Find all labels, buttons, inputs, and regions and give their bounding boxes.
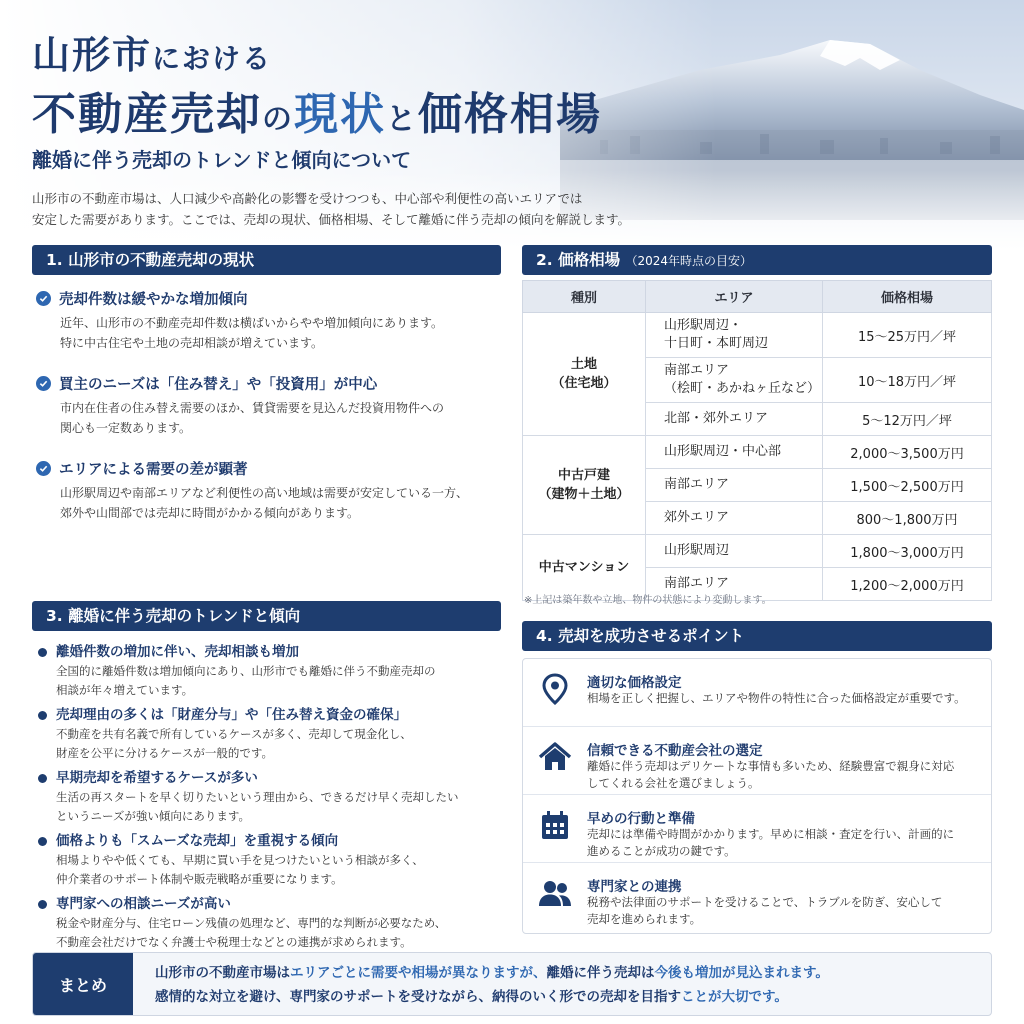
list-item: 価格よりも「スムーズな売却」を重視する傾向 相場よりやや低くても、早期に買い手を見つけたいという相談が多く、 仲介業者のサポート体制や販売戦略が重要になります。 (38, 831, 498, 889)
page-subtitle: 離婚に伴う売却のトレンドと傾向について (32, 148, 412, 172)
column-header: 価格相場 (823, 281, 992, 313)
list-item: 買主のニーズは「住み替え」や「投資用」が中心 市内在住者の住み替え需要のほか、賃貸需要を見込んだ投資用物件への 関心も一定数あります。 (36, 373, 496, 438)
area-cell: 南部エリア (646, 469, 823, 502)
price-cell: 15～25万円／坪 (823, 313, 992, 358)
check-icon (36, 376, 51, 391)
type-cell: 土地 （住宅地） (523, 313, 646, 436)
page-title-line2: 不動産売却の現状と価格相場 (32, 89, 602, 140)
section3-list (38, 642, 498, 957)
price-cell: 1,500～2,500万円 (823, 469, 992, 502)
price-cell: 800～1,800万円 (823, 502, 992, 535)
column-header: 種別 (523, 281, 646, 313)
point-item: 適切な価格設定 相場を正しく把握し、エリアや物件の特性に合った価格設定が重要です。 (523, 659, 991, 727)
summary-label: まとめ (33, 953, 133, 1015)
type-cell: 中古マンション (523, 535, 646, 601)
bullet-icon (38, 711, 47, 720)
bullet-icon (38, 774, 47, 783)
column-header: エリア (646, 281, 823, 313)
section1-heading: 1. 山形市の不動産売却の現状 (32, 245, 501, 275)
point-item: 早めの行動と準備 売却には準備や時間がかかります。早めに相談・査定を行い、計画的に 進めることが成功の鍵です。 (523, 795, 991, 863)
item-title: 専門家への相談ニーズが高い (56, 896, 231, 912)
item-title: 離婚件数の増加に伴い、売却相談も増加 (56, 644, 299, 660)
area-cell: 南部エリア (646, 568, 823, 601)
area-cell: 山形駅周辺 (646, 535, 823, 568)
area-cell: 山形駅周辺・ 十日町・本町周辺 (646, 313, 823, 358)
bullet-icon (38, 837, 47, 846)
item-title: 価格よりも「スムーズな売却」を重視する傾向 (56, 833, 339, 849)
item-title: 売却理由の多くは「財産分与」や「住み替え資金の確保」 (56, 707, 407, 723)
summary-text: 山形市の不動産市場はエリアごとに需要や相場が異なりますが、離婚に伴う売却は今後も増加が見込まれます。 感情的な対立を避け、専門家のサポートを受けながら、納得のいく形での売却を目指すことが大切です。 (155, 965, 829, 1005)
bullet-icon (38, 648, 47, 657)
item-title: 買主のニーズは「住み替え」や「投資用」が中心 (59, 377, 378, 393)
list-item: 売却理由の多くは「財産分与」や「住み替え資金の確保」 不動産を共有名義で所有しているケースが多く、売却して現金化し、 財産を公平に分けるケースが一般的です。 (38, 705, 498, 763)
area-cell: 北部・郊外エリア (646, 403, 823, 436)
section2-heading: 2. 価格相場 （2024年時点の目安） (522, 245, 992, 275)
type-cell: 中古戸建 （建物＋土地） (523, 436, 646, 535)
price-cell: 5～12万円／坪 (823, 403, 992, 436)
price-cell: 10～18万円／坪 (823, 358, 992, 403)
section4-heading: 4. 売却を成功させるポイント (522, 621, 992, 651)
point-item: 専門家との連携 税務や法律面のサポートを受けることで、トラブルを防ぎ、安心して 売却を進められます。 (523, 863, 991, 931)
table-row (523, 313, 992, 358)
point-item: 信頼できる不動産会社の選定 離婚に伴う売却はデリケートな事情も多いため、経験豊富で親身に対応 してくれる会社を選びましょう。 (523, 727, 991, 795)
price-cell: 1,800～3,000万円 (823, 535, 992, 568)
bullet-icon (38, 900, 47, 909)
price-table (522, 280, 992, 601)
check-icon (36, 461, 51, 476)
list-item: エリアによる需要の差が顕著 山形駅周辺や南部エリアなど利便性の高い地域は需要が安定している一方、 郊外や山間部では売却に時間がかかる傾向があります。 (36, 458, 496, 523)
summary-box (32, 952, 992, 1016)
section3-heading: 3. 離婚に伴う売却のトレンドと傾向 (32, 601, 501, 631)
list-item: 専門家への相談ニーズが高い 税金や財産分与、住宅ローン残債の処理など、専門的な判断が必要なため、 不動産会社だけでなく弁護士や税理士などとの連携が求められます。 (38, 894, 498, 952)
section1-list (36, 288, 496, 543)
house-icon (537, 739, 573, 775)
area-cell: 南部エリア （桧町・あかねヶ丘など） (646, 358, 823, 403)
list-item: 離婚件数の増加に伴い、売却相談も増加 全国的に離婚件数は増加傾向にあり、山形市でも離婚に伴う不動産売却の 相談が年々増えています。 (38, 642, 498, 700)
page-title-line1: 山形市における (32, 32, 273, 77)
section4-points (522, 658, 992, 934)
location-pin-icon (537, 671, 573, 707)
people-icon (537, 875, 573, 911)
item-title: エリアによる需要の差が顕著 (59, 462, 248, 478)
list-item: 売却件数は緩やかな増加傾向 近年、山形市の不動産売却件数は横ばいからやや増加傾向にあります。 特に中古住宅や土地の売却相談が増えています。 (36, 288, 496, 353)
calendar-icon (537, 807, 573, 843)
item-title: 早期売却を希望するケースが多い (56, 770, 258, 786)
check-icon (36, 291, 51, 306)
list-item: 早期売却を希望するケースが多い 生活の再スタートを早く切りたいという理由から、できるだけ早く売却したい というニーズが強い傾向にあります。 (38, 768, 498, 826)
table-header-row (523, 281, 992, 313)
table-row (523, 535, 992, 568)
price-cell: 2,000～3,500万円 (823, 436, 992, 469)
item-title: 売却件数は緩やかな増加傾向 (59, 292, 248, 308)
area-cell: 郊外エリア (646, 502, 823, 535)
table-row (523, 436, 992, 469)
table-footnote: ※上記は築年数や立地、物件の状態により変動します。 (524, 595, 772, 606)
area-cell: 山形駅周辺・中心部 (646, 436, 823, 469)
price-cell: 1,200～2,000万円 (823, 568, 992, 601)
intro-text: 山形市の不動産市場は、人口減少や高齢化の影響を受けつつも、中心部や利便性の高いエリアでは 安定した需要があります。ここでは、売却の現状、価格相場、そして離婚に伴う売却の傾向を解説します。 (32, 191, 631, 227)
